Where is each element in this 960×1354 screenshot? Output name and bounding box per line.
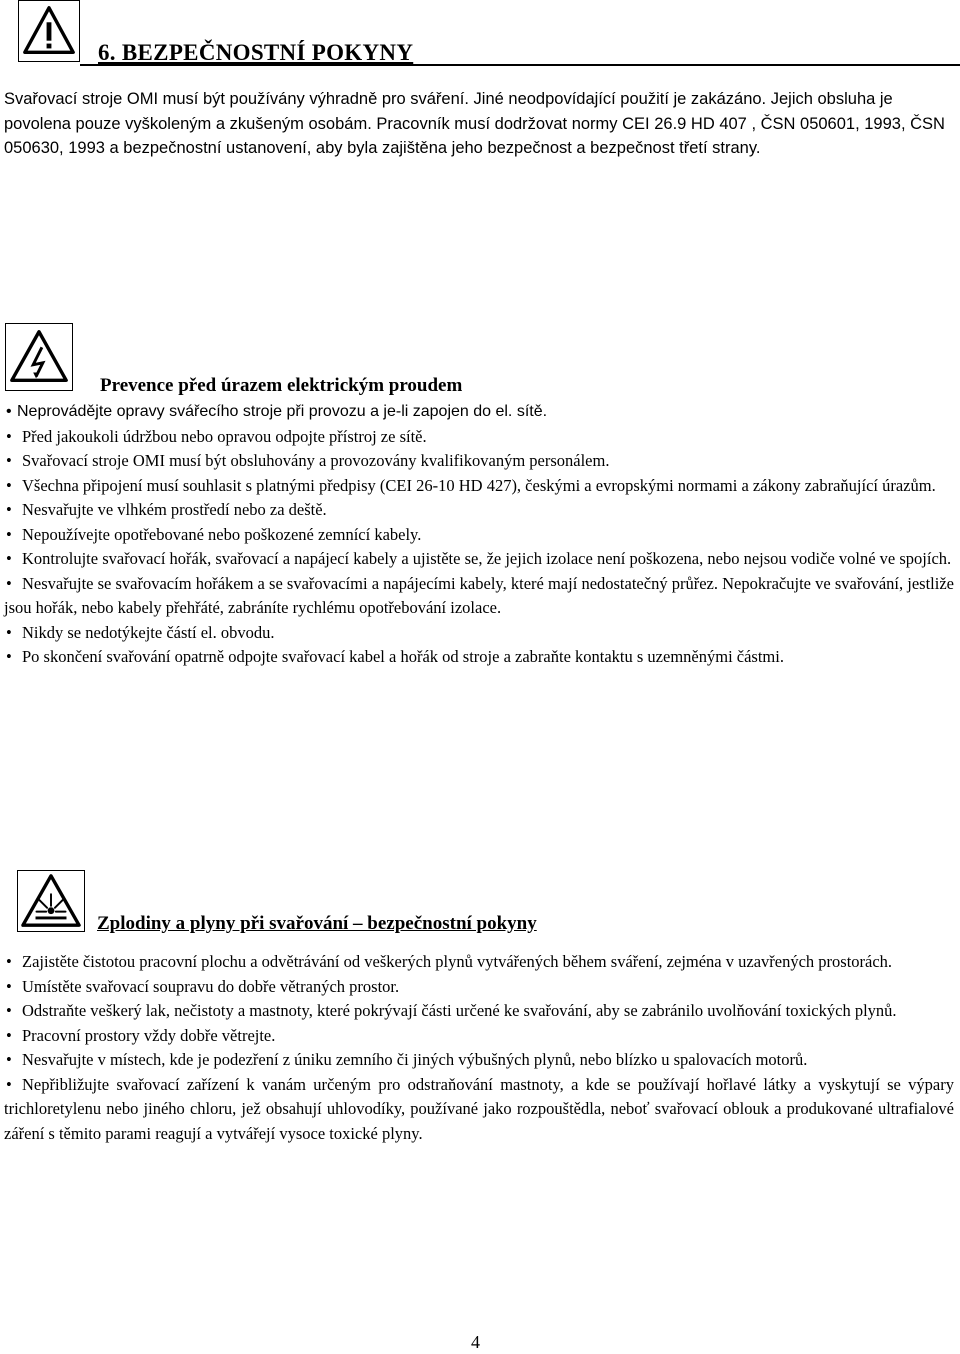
intro-paragraph: Svařovací stroje OMI musí být používány výhradně pro sváření. Jiné neodpovídající použití je zakázáno. Jejich obsluha je povolena pouze vyškoleným a zkušeným osobám. Pracovník musí dodržovat normy CEI 26.9 HD 407 , ČSN 050601, 1993, ČSN 050630, 1993 a bezpečnostní ustanovení, aby byla zajištěna jeho bezpečnost a bezpečnost třetí strany. <box>4 90 945 157</box>
bullet-icon: • <box>6 426 12 446</box>
list-item: • Po skončení svařování opatrně odpojte svařovací kabel a hořák od stroje a zabraňte kontaktu s uzemněnými částmi. <box>4 645 954 670</box>
list-item: • Neprovádějte opravy svářecího stroje při provozu a je-li zapojen do el. sítě. <box>4 400 954 425</box>
list-item: • Odstraňte veškerý lak, nečistoty a mastnoty, které pokrývají části určené ke svařování, aby se zabránilo uvolňování toxických plynů. <box>4 999 954 1024</box>
bullet-icon: • <box>6 647 12 666</box>
bullet-icon: • <box>6 622 12 642</box>
bullet-icon: • <box>6 573 12 593</box>
list-item: • Před jakoukoli údržbou nebo opravou odpojte přístroj ze sítě. <box>4 425 954 450</box>
list-item: • Umístěte svařovací soupravu do dobře větraných prostor. <box>4 975 954 1000</box>
bullet-icon: • <box>6 500 12 519</box>
fumes-section-title: Zplodiny a plyny při svařování – bezpečnostní pokyny <box>97 913 537 934</box>
explosive-hazard-icon <box>17 870 85 932</box>
high-voltage-icon <box>5 323 73 391</box>
bullet-icon: • <box>6 952 12 971</box>
bullet-icon: • <box>6 976 12 996</box>
list-item: • Nesvařujte se svařovacím hořákem a se svařovacími a napájecími kabely, které mají nedostatečný průřez. Nepokračujte ve svařování, jestliže jsou hořák, nebo kabely přehřáté, zabráníte rychlému opotřebování izolace. <box>4 573 954 617</box>
bullet-icon: • <box>6 524 12 544</box>
list-item: • Nepoužívejte opotřebované nebo poškozené zemnící kabely. <box>4 523 954 548</box>
warning-exclamation-icon <box>18 0 80 62</box>
page-title: 6. BEZPEČNOSTNÍ POKYNY <box>98 40 414 65</box>
list-item: • Všechna připojení musí souhlasit s platnými předpisy (CEI 26-10 HD 427), českými a evropskými normami a zákony zabraňující úrazům. <box>4 474 954 499</box>
list-item: • Nepřibližujte svařovací zařízení k vanám určeným pro odstraňování mastnoty, a kde se používají hořlavé látky a vyskytují se výpary trichloretylenu nebo jiného chloru, jež obsahují uhlovodíky, používané jako rozpouštědla, neboť svařovací oblouk a produkované ultrafialové záření s těmito parami reagují a vytvářejí vysoce toxické plyny. <box>4 1074 954 1143</box>
list-item: • Zajistěte čistotou pracovní plochu a odvětrávání od veškerých plynů vytvářených během sváření, zejména v uzavřených prostorách. <box>4 950 954 975</box>
bullet-icon: • <box>6 1050 12 1069</box>
bullet-icon: • <box>6 475 12 495</box>
list-item: • Nesvařujte ve vlhkém prostředí nebo za deště. <box>4 498 954 523</box>
title-underline-rule <box>80 64 960 66</box>
electric-safety-list <box>4 400 954 670</box>
fumes-safety-list <box>4 950 954 1146</box>
list-item: • Pracovní prostory vždy dobře větrejte. <box>4 1024 954 1049</box>
electric-section-title: Prevence před úrazem elektrickým proudem <box>100 375 463 396</box>
bullet-icon: • <box>6 403 12 420</box>
list-item: • Nikdy se nedotýkejte částí el. obvodu. <box>4 621 954 646</box>
bullet-icon: • <box>6 451 12 470</box>
list-item: • Nesvařujte v místech, kde je podezření z úniku zemního či jiných výbušných plynů, nebo blízko u spalovacích motorů. <box>4 1048 954 1073</box>
bullet-icon: • <box>6 1001 12 1020</box>
page-number: 4 <box>471 1332 480 1352</box>
bullet-icon: • <box>6 1074 12 1094</box>
bullet-icon: • <box>6 1025 12 1045</box>
list-item: • Svařovací stroje OMI musí být obsluhovány a provozovány kvalifikovaným personálem. <box>4 449 954 474</box>
list-item: • Kontrolujte svařovací hořák, svařovací a napájecí kabely a ujistěte se, že jejich izolace není poškozena, nebo nejsou vodiče volné ve spojích. <box>4 547 954 572</box>
bullet-icon: • <box>6 549 12 568</box>
